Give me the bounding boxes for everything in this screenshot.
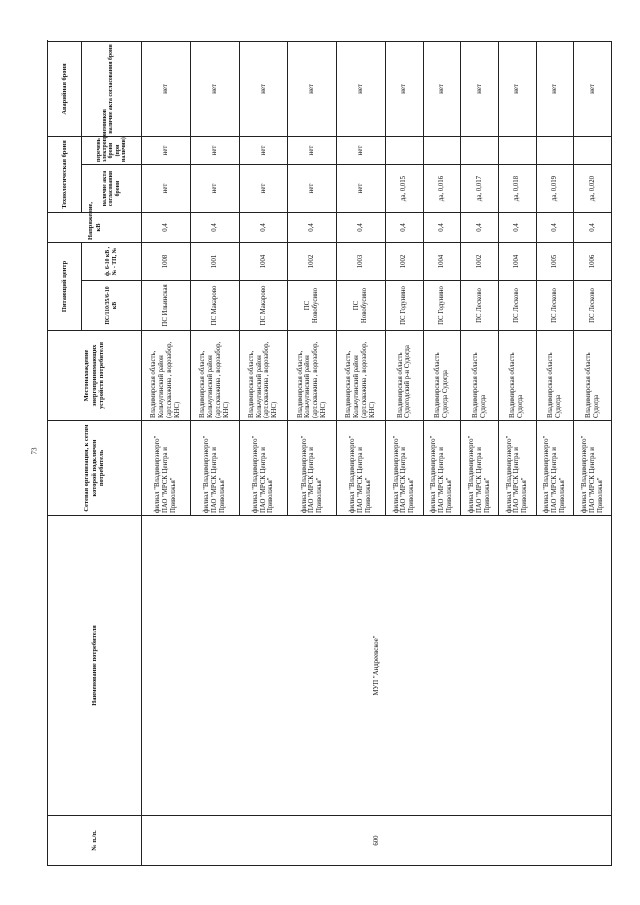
row-pc: ПС Лесково	[536, 281, 574, 331]
header-emerg-act: наличие акта согласования брони	[82, 41, 142, 136]
header-power-center: Питающий центр	[48, 243, 82, 331]
row-org: филиал "Владимирэнерго" ПАО "МРСК Центра и Приволжья"	[574, 421, 612, 516]
row-em-act: нет	[498, 41, 536, 136]
row-em-act: нет	[190, 41, 239, 136]
row-tp: 1006	[574, 243, 612, 281]
header-location: Местонахождение энергопринимающих устройств потребителя	[48, 331, 142, 421]
row-em-act: нет	[461, 41, 499, 136]
row-voltage: 0,4	[142, 213, 191, 243]
row-tech-list: нет	[288, 136, 337, 164]
header-emerg-armor: Аварийная броня	[48, 41, 82, 136]
row-pc: ПС Макарово	[190, 281, 239, 331]
row-location: Владимирская область, Кольчугинский район (арт.скважина , водозабор, КНС)	[337, 331, 386, 421]
row-tech-act: нет	[239, 165, 288, 213]
row-pc: ПС Лесково	[574, 281, 612, 331]
page-number: 73	[30, 447, 39, 455]
row-pc: ПС Годунино	[423, 281, 461, 331]
row-tech-act: да, 0,020	[574, 165, 612, 213]
row-tech-list	[536, 136, 574, 164]
row-em-act: нет	[385, 41, 423, 136]
row-org: филиал "Владимирэнерго" ПАО "МРСК Центра и Приволжья"	[423, 421, 461, 516]
row-pc: ПС Лесково	[461, 281, 499, 331]
row-org: филиал "Владимирэнерго" ПАО "МРСК Центра и Приволжья"	[288, 421, 337, 516]
row-tech-list: нет	[142, 136, 191, 164]
header-num: № п./п.	[48, 816, 142, 866]
row-org: филиал "Владимирэнерго" ПАО "МРСК Центра и Приволжья"	[536, 421, 574, 516]
row-tech-list: нет	[337, 136, 386, 164]
row-voltage: 0,4	[288, 213, 337, 243]
row-voltage: 0,4	[385, 213, 423, 243]
row-tech-list	[423, 136, 461, 164]
row-org: филиал "Владимирэнерго" ПАО "МРСК Центра и Приволжья"	[498, 421, 536, 516]
row-tech-list	[385, 136, 423, 164]
header-tech-list: перечень электроприемников брони (при наличии)	[82, 136, 142, 164]
row-location: Владимирская область Судогда	[574, 331, 612, 421]
row-voltage: 0,4	[461, 213, 499, 243]
row-voltage: 0,4	[239, 213, 288, 243]
group-num: 600	[142, 816, 612, 866]
row-tp: 1004	[423, 243, 461, 281]
row-tech-act: да, 0,019	[536, 165, 574, 213]
row-pc: ПС Новобусино	[288, 281, 337, 331]
row-voltage: 0,4	[190, 213, 239, 243]
row-em-act: нет	[574, 41, 612, 136]
row-tp: 1002	[288, 243, 337, 281]
row-tp: 1004	[498, 243, 536, 281]
row-voltage: 0,4	[423, 213, 461, 243]
group-consumer: МУП "Андреевское"	[142, 516, 612, 816]
row-pc: ПС Ильинская	[142, 281, 191, 331]
row-em-act: нет	[536, 41, 574, 136]
row-tp: 1002	[385, 243, 423, 281]
row-tech-act: нет	[337, 165, 386, 213]
table-row	[142, 41, 191, 865]
header-pc-sub: ПС/110/35/6-10 кВ	[82, 281, 142, 331]
row-tech-list	[574, 136, 612, 164]
row-tp: 1004	[239, 243, 288, 281]
header-org: Сетевая организация, к сетям которой подключен потребитель	[48, 421, 142, 516]
row-tp: 1005	[536, 243, 574, 281]
row-tech-act: да, 0,018	[498, 165, 536, 213]
row-org: филиал "Владимирэнерго" ПАО "МРСК Центра и Приволжья"	[190, 421, 239, 516]
row-em-act: нет	[337, 41, 386, 136]
row-tech-act: нет	[142, 165, 191, 213]
row-org: филиал "Владимирэнерго" ПАО "МРСК Центра и Приволжья"	[385, 421, 423, 516]
row-voltage: 0,4	[536, 213, 574, 243]
row-tech-act: нет	[190, 165, 239, 213]
row-tech-act: да, 0,017	[461, 165, 499, 213]
header-consumer: Наименование потребителя	[48, 516, 142, 816]
row-voltage: 0,4	[574, 213, 612, 243]
header-tp-sub: ф. 6-10 кВ , № - ТП, №	[82, 243, 142, 281]
header-tech-armor: Технологическая броня	[48, 136, 82, 212]
row-em-act: нет	[142, 41, 191, 136]
header-tech-act: наличие акта согласования брони	[82, 165, 142, 213]
row-voltage: 0,4	[498, 213, 536, 243]
armor-table	[47, 41, 612, 866]
row-location: Владимирская область Судогда Судогда	[423, 331, 461, 421]
row-tech-list: нет	[190, 136, 239, 164]
row-pc: ПС Макарово	[239, 281, 288, 331]
row-location: Владимирская область, Кольчугинский район (арт.скважина , водозабор, КНС)	[239, 331, 288, 421]
row-tech-list	[461, 136, 499, 164]
row-org: филиал "Владимирэнерго" ПАО "МРСК Центра и Приволжья"	[142, 421, 191, 516]
row-tech-act: нет	[288, 165, 337, 213]
header-row-1	[48, 41, 82, 865]
row-location: Владимирская область Судогодский р-н Судогда	[385, 331, 423, 421]
row-em-act: нет	[288, 41, 337, 136]
row-org: филиал "Владимирэнерго" ПАО "МРСК Центра и Приволжья"	[337, 421, 386, 516]
row-voltage: 0,4	[337, 213, 386, 243]
row-location: Владимирская область Судогда	[498, 331, 536, 421]
row-tech-list	[498, 136, 536, 164]
row-pc: ПС Годунино	[385, 281, 423, 331]
header-voltage: Напряжение, кВ	[48, 213, 142, 243]
row-org: филиал "Владимирэнерго" ПАО "МРСК Центра и Приволжья"	[461, 421, 499, 516]
row-tech-list: нет	[239, 136, 288, 164]
row-tp: 1003	[337, 243, 386, 281]
row-location: Владимирская область Судогда	[461, 331, 499, 421]
row-em-act: нет	[239, 41, 288, 136]
rotated-table-wrapper	[47, 42, 612, 866]
row-pc: ПС Лесково	[498, 281, 536, 331]
row-pc: ПС Новобусино	[337, 281, 386, 331]
row-tech-act: да, 0,015	[385, 165, 423, 213]
row-tech-act: да, 0,016	[423, 165, 461, 213]
row-location: Владимирская область Судогда	[536, 331, 574, 421]
row-location: Владимирская область, Кольчугинский район (арт.скважина , водозабор, КНС)	[142, 331, 191, 421]
row-location: Владимирская область, Кольчугинский район (арт.скважина , водозабор, КНС)	[288, 331, 337, 421]
row-tp: 1001	[190, 243, 239, 281]
row-tp: 1008	[142, 243, 191, 281]
row-tp: 1002	[461, 243, 499, 281]
row-org: филиал "Владимирэнерго" ПАО "МРСК Центра и Приволжья"	[239, 421, 288, 516]
row-em-act: нет	[423, 41, 461, 136]
row-location: Владимирская область, Кольчугинский район (арт.скважина , водозабор, КНС)	[190, 331, 239, 421]
